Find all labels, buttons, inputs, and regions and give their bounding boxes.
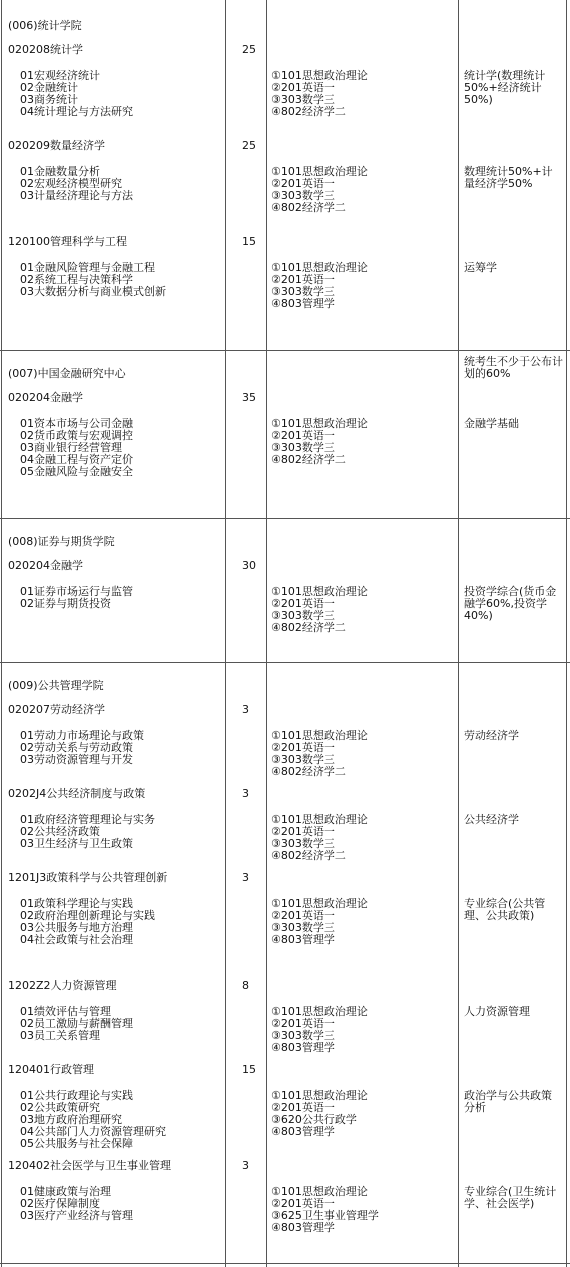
column-divider	[266, 0, 267, 1267]
retest-subjects: 人力资源管理	[464, 1005, 530, 1018]
research-directions: 01金融风险管理与金融工程 02系统工程与决策科学 03大数据分析与商业模式创新	[20, 261, 166, 298]
column-divider	[225, 0, 226, 1267]
retest-subjects: 专业综合(公共管理、公共政策)	[464, 897, 546, 922]
retest-subjects: 金融学基础	[464, 417, 519, 430]
enrollment-quota: 3	[242, 787, 249, 800]
table-border-left	[1, 0, 2, 1267]
research-directions: 01劳动力市场理论与政策 02劳动关系与劳动政策 03劳动资源管理与开发	[20, 729, 144, 766]
enrollment-quota: 25	[242, 139, 256, 152]
program-code-name: 020204金融学	[8, 559, 83, 572]
retest-subjects: 统计学(数理统计50%+经济统计50%)	[464, 69, 546, 106]
exam-subjects: ①101思想政治理论 ②201英语一 ③303数学三 ④802经济学二	[271, 585, 368, 634]
enrollment-quota: 35	[242, 391, 256, 404]
department-note: 统考生不少于公布计划的60%	[464, 355, 563, 380]
program-code-name: 120402社会医学与卫生事业管理	[8, 1159, 171, 1172]
retest-subjects: 运筹学	[464, 261, 497, 274]
program-code-name: 020208统计学	[8, 43, 83, 56]
exam-subjects: ①101思想政治理论 ②201英语一 ③303数学三 ④803管理学	[271, 261, 368, 310]
enrollment-quota: 25	[242, 43, 256, 56]
row-divider	[0, 662, 570, 663]
exam-subjects: ①101思想政治理论 ②201英语一 ③620公共行政学 ④803管理学	[271, 1089, 368, 1138]
research-directions: 01政府经济管理理论与实务 02公共经济政策 03卫生经济与卫生政策	[20, 813, 155, 850]
enrollment-quota: 3	[242, 1159, 249, 1172]
exam-subjects: ①101思想政治理论 ②201英语一 ③303数学三 ④802经济学二	[271, 417, 368, 466]
enrollment-quota: 15	[242, 1063, 256, 1076]
row-divider	[0, 518, 570, 519]
exam-subjects: ①101思想政治理论 ②201英语一 ③303数学三 ④802经济学二	[271, 729, 368, 778]
program-code-name: 1201J3政策科学与公共管理创新	[8, 871, 168, 884]
exam-subjects: ①101思想政治理论 ②201英语一 ③303数学三 ④803管理学	[271, 1005, 368, 1054]
enrollment-quota: 15	[242, 235, 256, 248]
exam-subjects: ①101思想政治理论 ②201英语一 ③303数学三 ④802经济学二	[271, 165, 368, 214]
exam-subjects: ①101思想政治理论 ②201英语一 ③303数学三 ④803管理学	[271, 897, 368, 946]
table-border-right	[566, 0, 567, 1267]
retest-subjects: 劳动经济学	[464, 729, 519, 742]
enrollment-quota: 30	[242, 559, 256, 572]
department-header: (008)证券与期货学院	[8, 535, 115, 548]
retest-subjects: 投资学综合(货币金融学60%,投资学40%)	[464, 585, 557, 622]
enrollment-quota: 3	[242, 871, 249, 884]
exam-subjects: ①101思想政治理论 ②201英语一 ③303数学三 ④802经济学二	[271, 813, 368, 862]
retest-subjects: 专业综合(卫生统计学、社会医学)	[464, 1185, 557, 1210]
column-divider	[458, 0, 459, 1267]
research-directions: 01政策科学理论与实践 02政府治理创新理论与实践 03公共服务与地方治理 04社会政策与社会治理	[20, 897, 155, 946]
research-directions: 01证券市场运行与监管 02证券与期货投资	[20, 585, 133, 610]
retest-subjects: 公共经济学	[464, 813, 519, 826]
enrollment-quota: 8	[242, 979, 249, 992]
exam-subjects: ①101思想政治理论 ②201英语一 ③303数学三 ④802经济学二	[271, 69, 368, 118]
department-header: (009)公共管理学院	[8, 679, 104, 692]
research-directions: 01公共行政理论与实践 02公共政策研究 03地方政府治理研究 04公共部门人力资源管理研究 05公共服务与社会保障	[20, 1089, 166, 1150]
program-code-name: 020209数量经济学	[8, 139, 105, 152]
program-code-name: 020204金融学	[8, 391, 83, 404]
program-code-name: 0202J4公共经济制度与政策	[8, 787, 146, 800]
program-code-name: 120401行政管理	[8, 1063, 94, 1076]
research-directions: 01资本市场与公司金融 02货币政策与宏观调控 03商业银行经营管理 04金融工程与资产定价 05金融风险与金融安全	[20, 417, 133, 478]
program-code-name: 020207劳动经济学	[8, 703, 105, 716]
exam-subjects: ①101思想政治理论 ②201英语一 ③625卫生事业管理学 ④803管理学	[271, 1185, 379, 1234]
department-header: (007)中国金融研究中心	[8, 367, 126, 380]
row-divider	[0, 350, 570, 351]
program-code-name: 1202Z2人力资源管理	[8, 979, 117, 992]
enrollment-quota: 3	[242, 703, 249, 716]
retest-subjects: 政治学与公共政策分析	[464, 1089, 552, 1114]
research-directions: 01宏观经济统计 02金融统计 03商务统计 04统计理论与方法研究	[20, 69, 133, 118]
department-header: (006)统计学院	[8, 19, 82, 32]
retest-subjects: 数理统计50%+计量经济学50%	[464, 165, 553, 190]
program-code-name: 120100管理科学与工程	[8, 235, 127, 248]
research-directions: 01金融数量分析 02宏观经济模型研究 03计量经济理论与方法	[20, 165, 133, 202]
research-directions: 01绩效评估与管理 02员工激励与薪酬管理 03员工关系管理	[20, 1005, 133, 1042]
research-directions: 01健康政策与治理 02医疗保障制度 03医疗产业经济与管理	[20, 1185, 133, 1222]
row-divider	[0, 1263, 570, 1264]
